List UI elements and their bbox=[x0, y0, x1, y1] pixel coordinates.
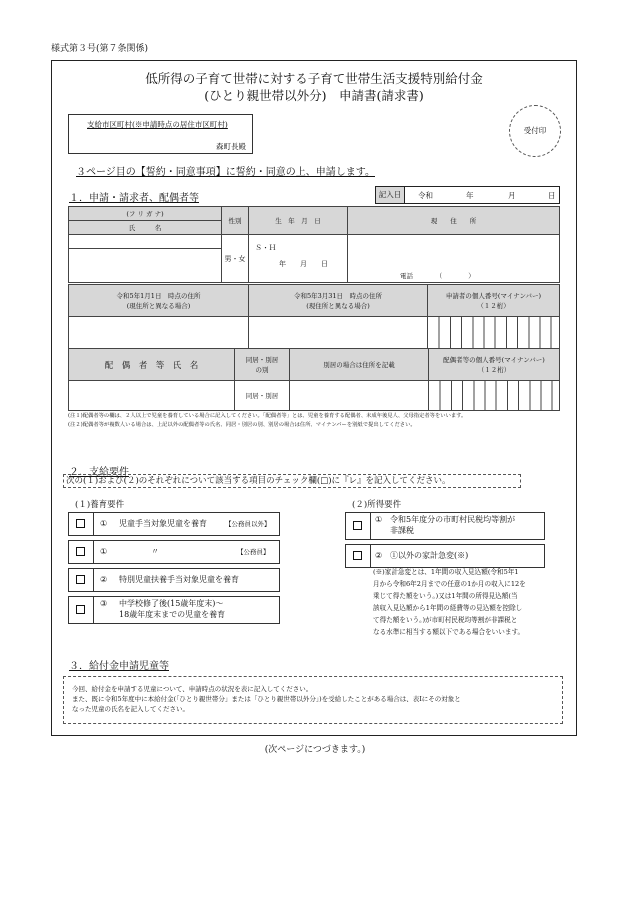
entry-date-label: 記入日 bbox=[376, 187, 405, 203]
nurture-list bbox=[68, 512, 280, 624]
section3-line-3: なった児童の氏名を記入してください。 bbox=[72, 705, 189, 713]
section3-title: ３．給付金申請児童等 bbox=[69, 661, 169, 672]
mynumber-sub: （１２桁） bbox=[477, 301, 510, 310]
section1-notes bbox=[68, 412, 466, 430]
continued-footer: (次ページにつづきます。) bbox=[264, 745, 366, 755]
income-num-2: ② bbox=[375, 551, 383, 560]
nurture-num-1: ① bbox=[100, 519, 108, 528]
nurture-text-4b: 18歳年度末までの児童を養育 bbox=[119, 610, 226, 619]
note-line-2: 月から令和6年2月までの任意の1か月の収入に12を bbox=[373, 580, 526, 588]
note-line-3: 乗じて得た額をいう。)又は1年間の所得見込額(当 bbox=[373, 592, 518, 600]
spouse-name-header: 配 偶 者 等 氏 名 bbox=[69, 349, 235, 381]
address-input[interactable] bbox=[348, 235, 560, 283]
mar-address-sub: (現住所と異なる場合) bbox=[306, 301, 370, 310]
mynumber-header bbox=[428, 285, 560, 317]
spouse-mynumber-label: 配偶者等の個人番号(マイナンバー) bbox=[443, 355, 545, 364]
cohabit-label: 同居・別居 bbox=[245, 355, 279, 364]
income-item-1 bbox=[345, 512, 545, 540]
mynumber-label: 申請者の個人番号(マイナンバー) bbox=[445, 291, 542, 300]
sex-header: 性別 bbox=[222, 207, 249, 235]
pledge-statement: ３ページ目の【誓約・同意事項】に誓約・同意の上、申請します。 bbox=[76, 167, 375, 178]
reception-stamp-circle bbox=[509, 105, 561, 157]
spouse-mynumber-header bbox=[429, 349, 560, 381]
address-header: 現 住 所 bbox=[348, 207, 560, 235]
nurture-text-4a: 中学校修了後(15歳年度末)～ bbox=[119, 599, 224, 608]
reception-stamp-label: 受付印 bbox=[523, 126, 547, 135]
spouse-name-input[interactable] bbox=[69, 381, 235, 411]
income-list bbox=[345, 512, 545, 568]
nurture-text-1: 児童手当対象児童を養育 bbox=[119, 519, 207, 528]
page-title bbox=[51, 70, 577, 104]
nurture-num-2: ① bbox=[100, 547, 108, 556]
nurture-tag-2: 【公務員】 bbox=[237, 548, 270, 556]
mayor-addressee: 森町長殿 bbox=[216, 141, 246, 151]
birthdate-ymd: 年 月 日 bbox=[279, 260, 328, 268]
nurture-checkbox-2[interactable] bbox=[76, 547, 85, 556]
date-day: 日 bbox=[548, 191, 556, 200]
note-2: (注２)配偶者等が複数人いる場合は、上記以外の配偶者等の氏名、同居・別居の別、別居の場合は住所、マイナンバーを別紙で提出してください。 bbox=[68, 422, 416, 428]
section3-instructions bbox=[63, 676, 563, 724]
mynumber-input[interactable] bbox=[428, 317, 560, 349]
phone-label: 電話 （ ） bbox=[400, 272, 475, 280]
jan-address-header bbox=[69, 285, 249, 317]
spouse-mynumber-input[interactable] bbox=[429, 381, 560, 411]
section2-title: ２．支給要件 bbox=[69, 467, 129, 478]
entry-date-box[interactable] bbox=[375, 186, 560, 204]
date-era: 令和 bbox=[418, 191, 433, 200]
income-checkbox-1[interactable] bbox=[353, 521, 362, 530]
household-emergency-note bbox=[373, 566, 526, 638]
jan-address-label: 令和5年1月1日 時点の住所 bbox=[116, 291, 201, 300]
nurture-checkbox-4[interactable] bbox=[76, 605, 85, 614]
mar-address-input[interactable] bbox=[249, 317, 428, 349]
sex-options[interactable]: 男・女 bbox=[222, 235, 249, 283]
nurture-num-3: ② bbox=[100, 575, 108, 584]
era-options: Ｓ・Ｈ bbox=[255, 244, 276, 252]
addressee-box bbox=[68, 114, 253, 154]
income-requirement-title: (２)所得要件 bbox=[352, 500, 402, 510]
nurture-requirement-title: (１)養育要件 bbox=[75, 500, 125, 510]
section1-title: １．申請・請求者、配偶者等 bbox=[69, 193, 199, 204]
previous-address-table bbox=[68, 284, 560, 349]
spouse-table bbox=[68, 348, 560, 411]
mar-address-header bbox=[249, 285, 428, 317]
date-month: 月 bbox=[508, 191, 516, 200]
nurture-checkbox-3[interactable] bbox=[76, 575, 85, 584]
separate-address-input[interactable] bbox=[290, 381, 429, 411]
separate-address-header: 別居の場合は住所を記載 bbox=[290, 349, 429, 381]
cohabit-options[interactable]: 同居・別居 bbox=[235, 381, 290, 411]
nurture-num-4: ③ bbox=[100, 599, 108, 608]
section3-line-1: 今回、給付金を申請する児童について、申請時点の状況を表に記入してください。 bbox=[72, 685, 313, 693]
note-1: (注１)配偶者等の欄は、２人以上で児童を養育している場合に記入してください。「配偶者等」とは、児童を養育する配偶者、未成年後見人、父母指定者等をいいます。 bbox=[68, 413, 467, 419]
income-text-1b: 非課税 bbox=[390, 526, 414, 535]
furigana-header: (フ リ ガ ナ) bbox=[69, 207, 222, 221]
section3-line-2: また、既に令和5年度中に本給付金(「ひとり親世帯分」または「ひとり親世帯以外分」)を受給したことがある場合は、表Ⅰにその対象と bbox=[72, 695, 461, 703]
nurture-item-4 bbox=[68, 596, 280, 624]
nurture-text-3: 特別児童扶養手当対象児童を養育 bbox=[119, 575, 239, 584]
form-number: 様式第３号(第７条関係) bbox=[51, 44, 149, 54]
note-line-6: なる水準に相当する額以下である場合をいいます。 bbox=[373, 628, 525, 636]
nurture-checkbox-1[interactable] bbox=[76, 519, 85, 528]
furigana-input[interactable] bbox=[69, 235, 222, 249]
spouse-mynumber-sub: （１２桁） bbox=[477, 365, 511, 374]
municipality-label: 支給市区町村(※申請時点の居住市区町村) bbox=[87, 120, 228, 129]
title-line-1: 低所得の子育て世帯に対する子育て世帯生活支援特別給付金 bbox=[145, 71, 483, 86]
birthdate-header: 生 年 月 日 bbox=[249, 207, 348, 235]
note-line-5: て得た額をいう。)が市町村民税均等割が非課税と bbox=[373, 616, 518, 624]
date-year: 年 bbox=[466, 191, 474, 200]
note-line-1: (※)家計急変とは、1年間の収入見込額(令和5年1 bbox=[373, 568, 519, 576]
jan-address-input[interactable] bbox=[69, 317, 249, 349]
jan-address-sub: (現住所と異なる場合) bbox=[126, 301, 191, 310]
nurture-tag-1: 【公務員以外】 bbox=[225, 520, 271, 528]
income-num-1: ① bbox=[375, 515, 383, 524]
income-checkbox-2[interactable] bbox=[353, 551, 362, 560]
mar-address-label: 令和5年3月31日 時点の住所 bbox=[293, 291, 383, 300]
income-text-1a: 令和5年度分の市町村民税均等割が bbox=[390, 515, 516, 524]
birthdate-input[interactable] bbox=[249, 235, 348, 283]
nurture-item-3 bbox=[68, 568, 280, 592]
nurture-item-1 bbox=[68, 512, 280, 536]
name-header: 氏 名 bbox=[69, 221, 222, 235]
applicant-table bbox=[68, 206, 560, 283]
nurture-item-2 bbox=[68, 540, 280, 564]
cohabit-header bbox=[235, 349, 290, 381]
income-text-2: ①以外の家計急変(※) bbox=[390, 551, 469, 560]
income-item-2 bbox=[345, 544, 545, 568]
cohabit-sub: の別 bbox=[255, 365, 269, 374]
note-line-4: 該収入見込額から1年間の経費等の見込額を控除し bbox=[373, 604, 523, 612]
section2-instruction: 次の(１)および(２)のそれぞれについて該当する項目のチェック欄(□)に『レ』を記入してください。 bbox=[63, 474, 521, 488]
title-line-2: (ひとり親世帯以外分) 申請書(請求書) bbox=[204, 88, 424, 103]
nurture-text-2: 〃 bbox=[119, 547, 159, 556]
name-input[interactable] bbox=[69, 249, 222, 283]
